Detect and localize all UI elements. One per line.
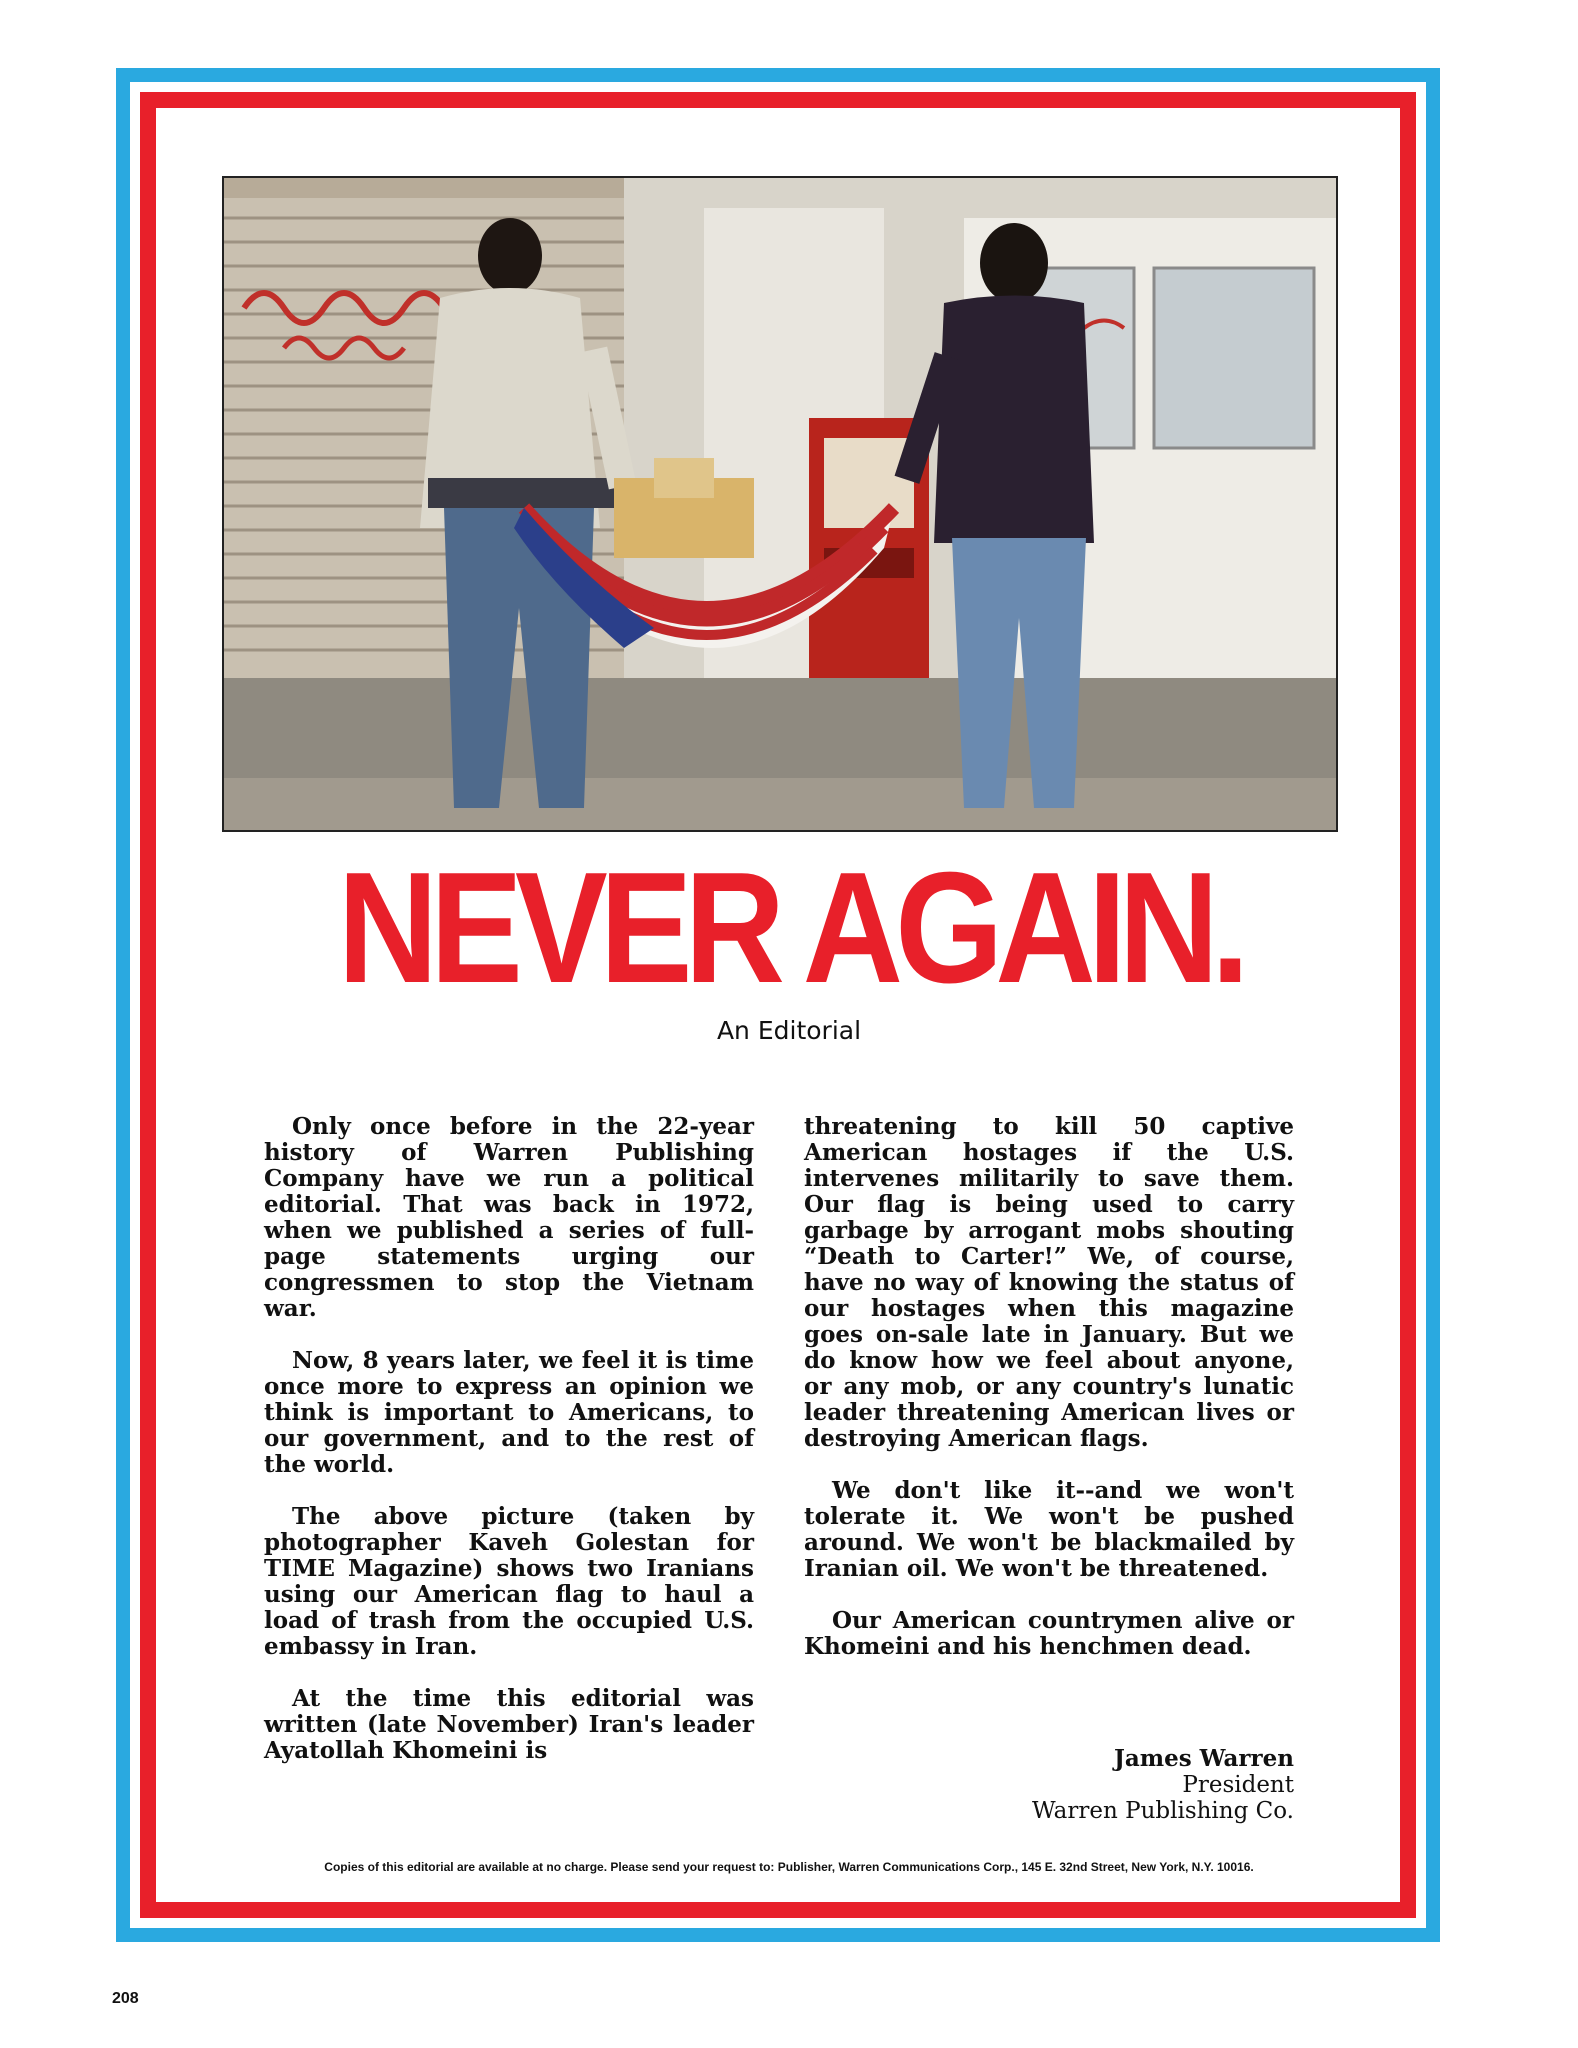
signature-company: Warren Publishing Co. <box>1032 1798 1294 1824</box>
right-paragraph: We don't like it--and we won't tolerate it. We won't be pushed around. We won't be blackmailed by Iranian oil. We won't be threatened. <box>804 1477 1294 1582</box>
page-number: 208 <box>112 1990 139 2007</box>
signature-title: President <box>1182 1772 1294 1798</box>
right-column <box>804 1114 1294 1686</box>
right-paragraph: threatening to kill 50 captive American hostages if the U.S. intervenes militarily to save them. Our flag is being used to carry garbage by arrogant mobs shouting “Death to Carter!” We, of course, have no way of knowing the status of our hostages when this magazine goes on-sale late in January. But we do know how we feel about anyone, or any mob, or any country's lunatic leader threatening American lives or destroying American flags. <box>804 1113 1294 1452</box>
right-paragraph: Our American countrymen alive or Khomeini and his henchmen dead. <box>804 1607 1294 1660</box>
photo-illustration <box>224 178 1336 830</box>
left-column <box>264 1114 754 1790</box>
signature-block <box>804 1746 1294 1824</box>
left-paragraph: Only once before in the 22-year history of Warren Publishing Company have we run a political editorial. That was back in 1972, when we published a series of full-page statements urging our congressmen to stop the Vietnam war. <box>264 1113 754 1322</box>
footer-note: Copies of this editorial are available at no charge. Please send your request to: Publisher, Warren Communications Corp., 145 E. 32nd Street, New York, N.Y. 10016. <box>324 1860 1254 1874</box>
signature-name: James Warren <box>1113 1745 1294 1772</box>
left-paragraph: Now, 8 years later, we feel it is time once more to express an opinion we think is important to Americans, to our government, and to the rest of the world. <box>264 1347 754 1478</box>
subheadline: An Editorial <box>716 1016 862 1045</box>
left-paragraph: At the time this editorial was written (late November) Iran's leader Ayatollah Khomeini is <box>264 1685 754 1764</box>
headline: NEVER AGAIN. <box>337 840 1242 1016</box>
editorial-photo <box>222 176 1338 832</box>
left-paragraph: The above picture (taken by photographer Kaveh Golestan for TIME Magazine) shows two Iranians using our American flag to haul a load of trash from the occupied U.S. embassy in Iran. <box>264 1503 754 1660</box>
